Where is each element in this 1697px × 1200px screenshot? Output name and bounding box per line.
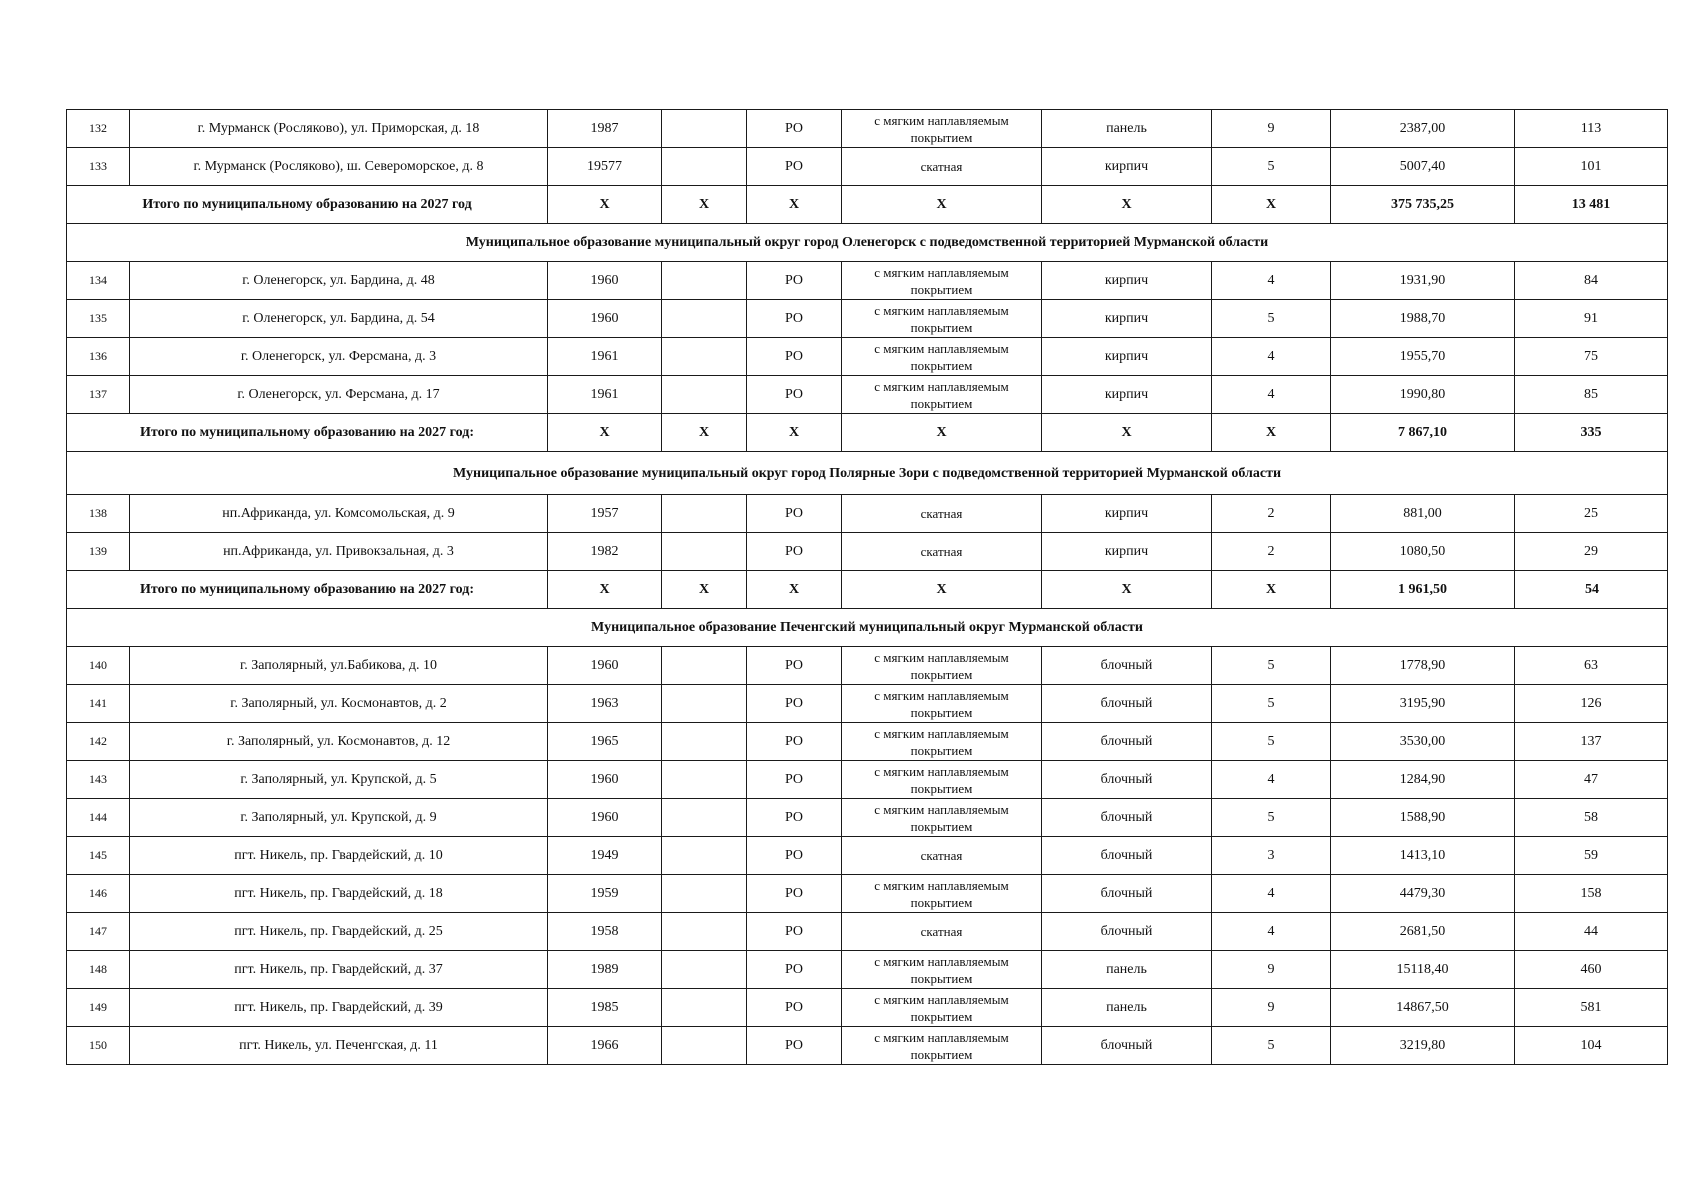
- table-row: [67, 338, 1668, 376]
- residents-cell: 113: [1515, 110, 1668, 148]
- total-area: 7 867,10: [1331, 414, 1515, 452]
- roof-cell: скатная: [842, 533, 1042, 571]
- walls-cell: блочный: [1042, 913, 1212, 951]
- x-cell: Х: [1212, 414, 1331, 452]
- floors-cell: 2: [1212, 533, 1331, 571]
- table-row: [67, 110, 1668, 148]
- row-number: 144: [67, 799, 130, 837]
- table-row: [67, 761, 1668, 799]
- area-cell: 881,00: [1331, 495, 1515, 533]
- x-cell: Х: [662, 186, 747, 224]
- ro-cell: РО: [747, 338, 842, 376]
- residents-cell: 58: [1515, 799, 1668, 837]
- empty-cell: [662, 338, 747, 376]
- residents-cell: 59: [1515, 837, 1668, 875]
- walls-cell: кирпич: [1042, 262, 1212, 300]
- walls-cell: блочный: [1042, 647, 1212, 685]
- section-header-row: [67, 609, 1668, 647]
- x-cell: Х: [1042, 414, 1212, 452]
- x-cell: Х: [747, 186, 842, 224]
- x-cell: Х: [842, 414, 1042, 452]
- table-row: [67, 875, 1668, 913]
- ro-cell: РО: [747, 647, 842, 685]
- year-cell: 1961: [548, 338, 662, 376]
- walls-cell: панель: [1042, 110, 1212, 148]
- residents-cell: 126: [1515, 685, 1668, 723]
- address-cell: г. Мурманск (Росляково), ш. Североморское, д. 8: [130, 148, 548, 186]
- residents-cell: 581: [1515, 989, 1668, 1027]
- row-number: 137: [67, 376, 130, 414]
- residents-cell: 29: [1515, 533, 1668, 571]
- empty-cell: [662, 495, 747, 533]
- year-cell: 1965: [548, 723, 662, 761]
- row-number: 139: [67, 533, 130, 571]
- table-row: [67, 376, 1668, 414]
- section-title: Муниципальное образование Печенгский муниципальный округ Мурманской области: [67, 609, 1668, 647]
- roof-cell: скатная: [842, 837, 1042, 875]
- address-cell: пгт. Никель, пр. Гвардейский, д. 39: [130, 989, 548, 1027]
- year-cell: 1949: [548, 837, 662, 875]
- floors-cell: 2: [1212, 495, 1331, 533]
- roof-cell: с мягким наплавляемым покрытием: [842, 723, 1042, 761]
- row-number: 148: [67, 951, 130, 989]
- floors-cell: 5: [1212, 685, 1331, 723]
- floors-cell: 5: [1212, 148, 1331, 186]
- housing-table: [66, 109, 1668, 1065]
- ro-cell: РО: [747, 837, 842, 875]
- year-cell: 1961: [548, 376, 662, 414]
- floors-cell: 4: [1212, 875, 1331, 913]
- residents-cell: 75: [1515, 338, 1668, 376]
- area-cell: 1413,10: [1331, 837, 1515, 875]
- residents-cell: 460: [1515, 951, 1668, 989]
- residents-cell: 137: [1515, 723, 1668, 761]
- residents-cell: 104: [1515, 1027, 1668, 1065]
- section-header-row: [67, 452, 1668, 495]
- ro-cell: РО: [747, 799, 842, 837]
- area-cell: 2681,50: [1331, 913, 1515, 951]
- floors-cell: 5: [1212, 1027, 1331, 1065]
- table-row: [67, 300, 1668, 338]
- row-number: 135: [67, 300, 130, 338]
- address-cell: пгт. Никель, ул. Печенгская, д. 11: [130, 1027, 548, 1065]
- ro-cell: РО: [747, 875, 842, 913]
- ro-cell: РО: [747, 1027, 842, 1065]
- address-cell: нп.Африканда, ул. Привокзальная, д. 3: [130, 533, 548, 571]
- row-number: 134: [67, 262, 130, 300]
- area-cell: 14867,50: [1331, 989, 1515, 1027]
- roof-cell: с мягким наплавляемым покрытием: [842, 799, 1042, 837]
- walls-cell: блочный: [1042, 761, 1212, 799]
- year-cell: 1960: [548, 647, 662, 685]
- row-number: 150: [67, 1027, 130, 1065]
- address-cell: пгт. Никель, пр. Гвардейский, д. 10: [130, 837, 548, 875]
- area-cell: 1955,70: [1331, 338, 1515, 376]
- walls-cell: кирпич: [1042, 148, 1212, 186]
- walls-cell: панель: [1042, 989, 1212, 1027]
- residents-cell: 25: [1515, 495, 1668, 533]
- address-cell: г. Оленегорск, ул. Бардина, д. 48: [130, 262, 548, 300]
- year-cell: 19577: [548, 148, 662, 186]
- area-cell: 1988,70: [1331, 300, 1515, 338]
- table-row: [67, 148, 1668, 186]
- floors-cell: 5: [1212, 300, 1331, 338]
- table-row: [67, 685, 1668, 723]
- walls-cell: панель: [1042, 951, 1212, 989]
- residents-cell: 44: [1515, 913, 1668, 951]
- section-header-row: [67, 224, 1668, 262]
- total-residents: 54: [1515, 571, 1668, 609]
- ro-cell: РО: [747, 376, 842, 414]
- total-area: 375 735,25: [1331, 186, 1515, 224]
- roof-cell: с мягким наплавляемым покрытием: [842, 376, 1042, 414]
- section-title: Муниципальное образование муниципальный округ город Оленегорск с подведомственной территорией Мурманской области: [67, 224, 1668, 262]
- row-number: 142: [67, 723, 130, 761]
- ro-cell: РО: [747, 148, 842, 186]
- area-cell: 3195,90: [1331, 685, 1515, 723]
- total-row: [67, 414, 1668, 452]
- address-cell: г. Оленегорск, ул. Ферсмана, д. 3: [130, 338, 548, 376]
- address-cell: г. Заполярный, ул. Крупской, д. 9: [130, 799, 548, 837]
- table-row: [67, 837, 1668, 875]
- x-cell: Х: [548, 571, 662, 609]
- row-number: 143: [67, 761, 130, 799]
- roof-cell: с мягким наплавляемым покрытием: [842, 875, 1042, 913]
- total-row: [67, 186, 1668, 224]
- address-cell: г. Заполярный, ул.Бабикова, д. 10: [130, 647, 548, 685]
- roof-cell: с мягким наплавляемым покрытием: [842, 951, 1042, 989]
- empty-cell: [662, 685, 747, 723]
- ro-cell: РО: [747, 761, 842, 799]
- ro-cell: РО: [747, 951, 842, 989]
- total-residents: 335: [1515, 414, 1668, 452]
- walls-cell: кирпич: [1042, 533, 1212, 571]
- year-cell: 1960: [548, 300, 662, 338]
- year-cell: 1966: [548, 1027, 662, 1065]
- residents-cell: 91: [1515, 300, 1668, 338]
- area-cell: 1080,50: [1331, 533, 1515, 571]
- address-cell: г. Мурманск (Росляково), ул. Приморская, д. 18: [130, 110, 548, 148]
- year-cell: 1963: [548, 685, 662, 723]
- area-cell: 4479,30: [1331, 875, 1515, 913]
- row-number: 132: [67, 110, 130, 148]
- row-number: 146: [67, 875, 130, 913]
- roof-cell: скатная: [842, 148, 1042, 186]
- floors-cell: 9: [1212, 110, 1331, 148]
- ro-cell: РО: [747, 989, 842, 1027]
- x-cell: Х: [548, 186, 662, 224]
- floors-cell: 4: [1212, 761, 1331, 799]
- area-cell: 1931,90: [1331, 262, 1515, 300]
- empty-cell: [662, 723, 747, 761]
- total-area: 1 961,50: [1331, 571, 1515, 609]
- empty-cell: [662, 300, 747, 338]
- x-cell: Х: [1042, 571, 1212, 609]
- address-cell: пгт. Никель, пр. Гвардейский, д. 25: [130, 913, 548, 951]
- table-row: [67, 989, 1668, 1027]
- x-cell: Х: [842, 186, 1042, 224]
- table-row: [67, 533, 1668, 571]
- area-cell: 1588,90: [1331, 799, 1515, 837]
- total-label: Итого по муниципальному образованию на 2027 год:: [67, 571, 548, 609]
- row-number: 136: [67, 338, 130, 376]
- x-cell: Х: [662, 571, 747, 609]
- area-cell: 1990,80: [1331, 376, 1515, 414]
- address-cell: г. Оленегорск, ул. Ферсмана, д. 17: [130, 376, 548, 414]
- ro-cell: РО: [747, 533, 842, 571]
- address-cell: г. Оленегорск, ул. Бардина, д. 54: [130, 300, 548, 338]
- floors-cell: 3: [1212, 837, 1331, 875]
- walls-cell: кирпич: [1042, 495, 1212, 533]
- area-cell: 2387,00: [1331, 110, 1515, 148]
- empty-cell: [662, 913, 747, 951]
- walls-cell: кирпич: [1042, 376, 1212, 414]
- walls-cell: блочный: [1042, 1027, 1212, 1065]
- table-row: [67, 951, 1668, 989]
- empty-cell: [662, 376, 747, 414]
- roof-cell: с мягким наплавляемым покрытием: [842, 761, 1042, 799]
- empty-cell: [662, 647, 747, 685]
- floors-cell: 4: [1212, 913, 1331, 951]
- roof-cell: с мягким наплавляемым покрытием: [842, 647, 1042, 685]
- row-number: 145: [67, 837, 130, 875]
- year-cell: 1957: [548, 495, 662, 533]
- walls-cell: блочный: [1042, 723, 1212, 761]
- area-cell: 3530,00: [1331, 723, 1515, 761]
- address-cell: пгт. Никель, пр. Гвардейский, д. 18: [130, 875, 548, 913]
- floors-cell: 4: [1212, 376, 1331, 414]
- roof-cell: с мягким наплавляемым покрытием: [842, 338, 1042, 376]
- row-number: 147: [67, 913, 130, 951]
- address-cell: г. Заполярный, ул. Крупской, д. 5: [130, 761, 548, 799]
- section-title: Муниципальное образование муниципальный округ город Полярные Зори с подведомственной территорией Мурманской области: [67, 452, 1668, 495]
- empty-cell: [662, 951, 747, 989]
- floors-cell: 5: [1212, 723, 1331, 761]
- residents-cell: 84: [1515, 262, 1668, 300]
- address-cell: пгт. Никель, пр. Гвардейский, д. 37: [130, 951, 548, 989]
- table-row: [67, 647, 1668, 685]
- address-cell: нп.Африканда, ул. Комсомольская, д. 9: [130, 495, 548, 533]
- empty-cell: [662, 110, 747, 148]
- roof-cell: с мягким наплавляемым покрытием: [842, 685, 1042, 723]
- area-cell: 3219,80: [1331, 1027, 1515, 1065]
- table-body: [67, 110, 1668, 1065]
- total-row: [67, 571, 1668, 609]
- year-cell: 1959: [548, 875, 662, 913]
- year-cell: 1987: [548, 110, 662, 148]
- walls-cell: блочный: [1042, 875, 1212, 913]
- floors-cell: 4: [1212, 338, 1331, 376]
- floors-cell: 9: [1212, 989, 1331, 1027]
- x-cell: Х: [662, 414, 747, 452]
- total-label: Итого по муниципальному образованию на 2027 год:: [67, 414, 548, 452]
- floors-cell: 5: [1212, 799, 1331, 837]
- address-cell: г. Заполярный, ул. Космонавтов, д. 12: [130, 723, 548, 761]
- empty-cell: [662, 262, 747, 300]
- year-cell: 1960: [548, 799, 662, 837]
- walls-cell: блочный: [1042, 685, 1212, 723]
- ro-cell: РО: [747, 495, 842, 533]
- row-number: 138: [67, 495, 130, 533]
- empty-cell: [662, 1027, 747, 1065]
- ro-cell: РО: [747, 300, 842, 338]
- roof-cell: с мягким наплавляемым покрытием: [842, 110, 1042, 148]
- roof-cell: с мягким наплавляемым покрытием: [842, 300, 1042, 338]
- empty-cell: [662, 989, 747, 1027]
- address-cell: г. Заполярный, ул. Космонавтов, д. 2: [130, 685, 548, 723]
- empty-cell: [662, 148, 747, 186]
- residents-cell: 158: [1515, 875, 1668, 913]
- area-cell: 1778,90: [1331, 647, 1515, 685]
- x-cell: Х: [548, 414, 662, 452]
- ro-cell: РО: [747, 723, 842, 761]
- total-label: Итого по муниципальному образованию на 2027 год: [67, 186, 548, 224]
- x-cell: Х: [842, 571, 1042, 609]
- year-cell: 1960: [548, 262, 662, 300]
- walls-cell: блочный: [1042, 799, 1212, 837]
- row-number: 133: [67, 148, 130, 186]
- empty-cell: [662, 875, 747, 913]
- walls-cell: кирпич: [1042, 338, 1212, 376]
- roof-cell: с мягким наплавляемым покрытием: [842, 989, 1042, 1027]
- x-cell: Х: [1212, 571, 1331, 609]
- table-row: [67, 913, 1668, 951]
- year-cell: 1989: [548, 951, 662, 989]
- empty-cell: [662, 837, 747, 875]
- total-residents: 13 481: [1515, 186, 1668, 224]
- year-cell: 1960: [548, 761, 662, 799]
- year-cell: 1958: [548, 913, 662, 951]
- ro-cell: РО: [747, 262, 842, 300]
- year-cell: 1982: [548, 533, 662, 571]
- ro-cell: РО: [747, 913, 842, 951]
- walls-cell: кирпич: [1042, 300, 1212, 338]
- residents-cell: 47: [1515, 761, 1668, 799]
- table-row: [67, 799, 1668, 837]
- residents-cell: 63: [1515, 647, 1668, 685]
- row-number: 149: [67, 989, 130, 1027]
- roof-cell: скатная: [842, 495, 1042, 533]
- x-cell: Х: [747, 571, 842, 609]
- row-number: 140: [67, 647, 130, 685]
- empty-cell: [662, 533, 747, 571]
- area-cell: 15118,40: [1331, 951, 1515, 989]
- table-row: [67, 495, 1668, 533]
- walls-cell: блочный: [1042, 837, 1212, 875]
- empty-cell: [662, 799, 747, 837]
- ro-cell: РО: [747, 685, 842, 723]
- residents-cell: 85: [1515, 376, 1668, 414]
- table-row: [67, 262, 1668, 300]
- ro-cell: РО: [747, 110, 842, 148]
- x-cell: Х: [1212, 186, 1331, 224]
- x-cell: Х: [1042, 186, 1212, 224]
- table-row: [67, 723, 1668, 761]
- empty-cell: [662, 761, 747, 799]
- row-number: 141: [67, 685, 130, 723]
- area-cell: 1284,90: [1331, 761, 1515, 799]
- year-cell: 1985: [548, 989, 662, 1027]
- floors-cell: 4: [1212, 262, 1331, 300]
- x-cell: Х: [747, 414, 842, 452]
- roof-cell: скатная: [842, 913, 1042, 951]
- roof-cell: с мягким наплавляемым покрытием: [842, 262, 1042, 300]
- table-row: [67, 1027, 1668, 1065]
- residents-cell: 101: [1515, 148, 1668, 186]
- floors-cell: 5: [1212, 647, 1331, 685]
- area-cell: 5007,40: [1331, 148, 1515, 186]
- roof-cell: с мягким наплавляемым покрытием: [842, 1027, 1042, 1065]
- floors-cell: 9: [1212, 951, 1331, 989]
